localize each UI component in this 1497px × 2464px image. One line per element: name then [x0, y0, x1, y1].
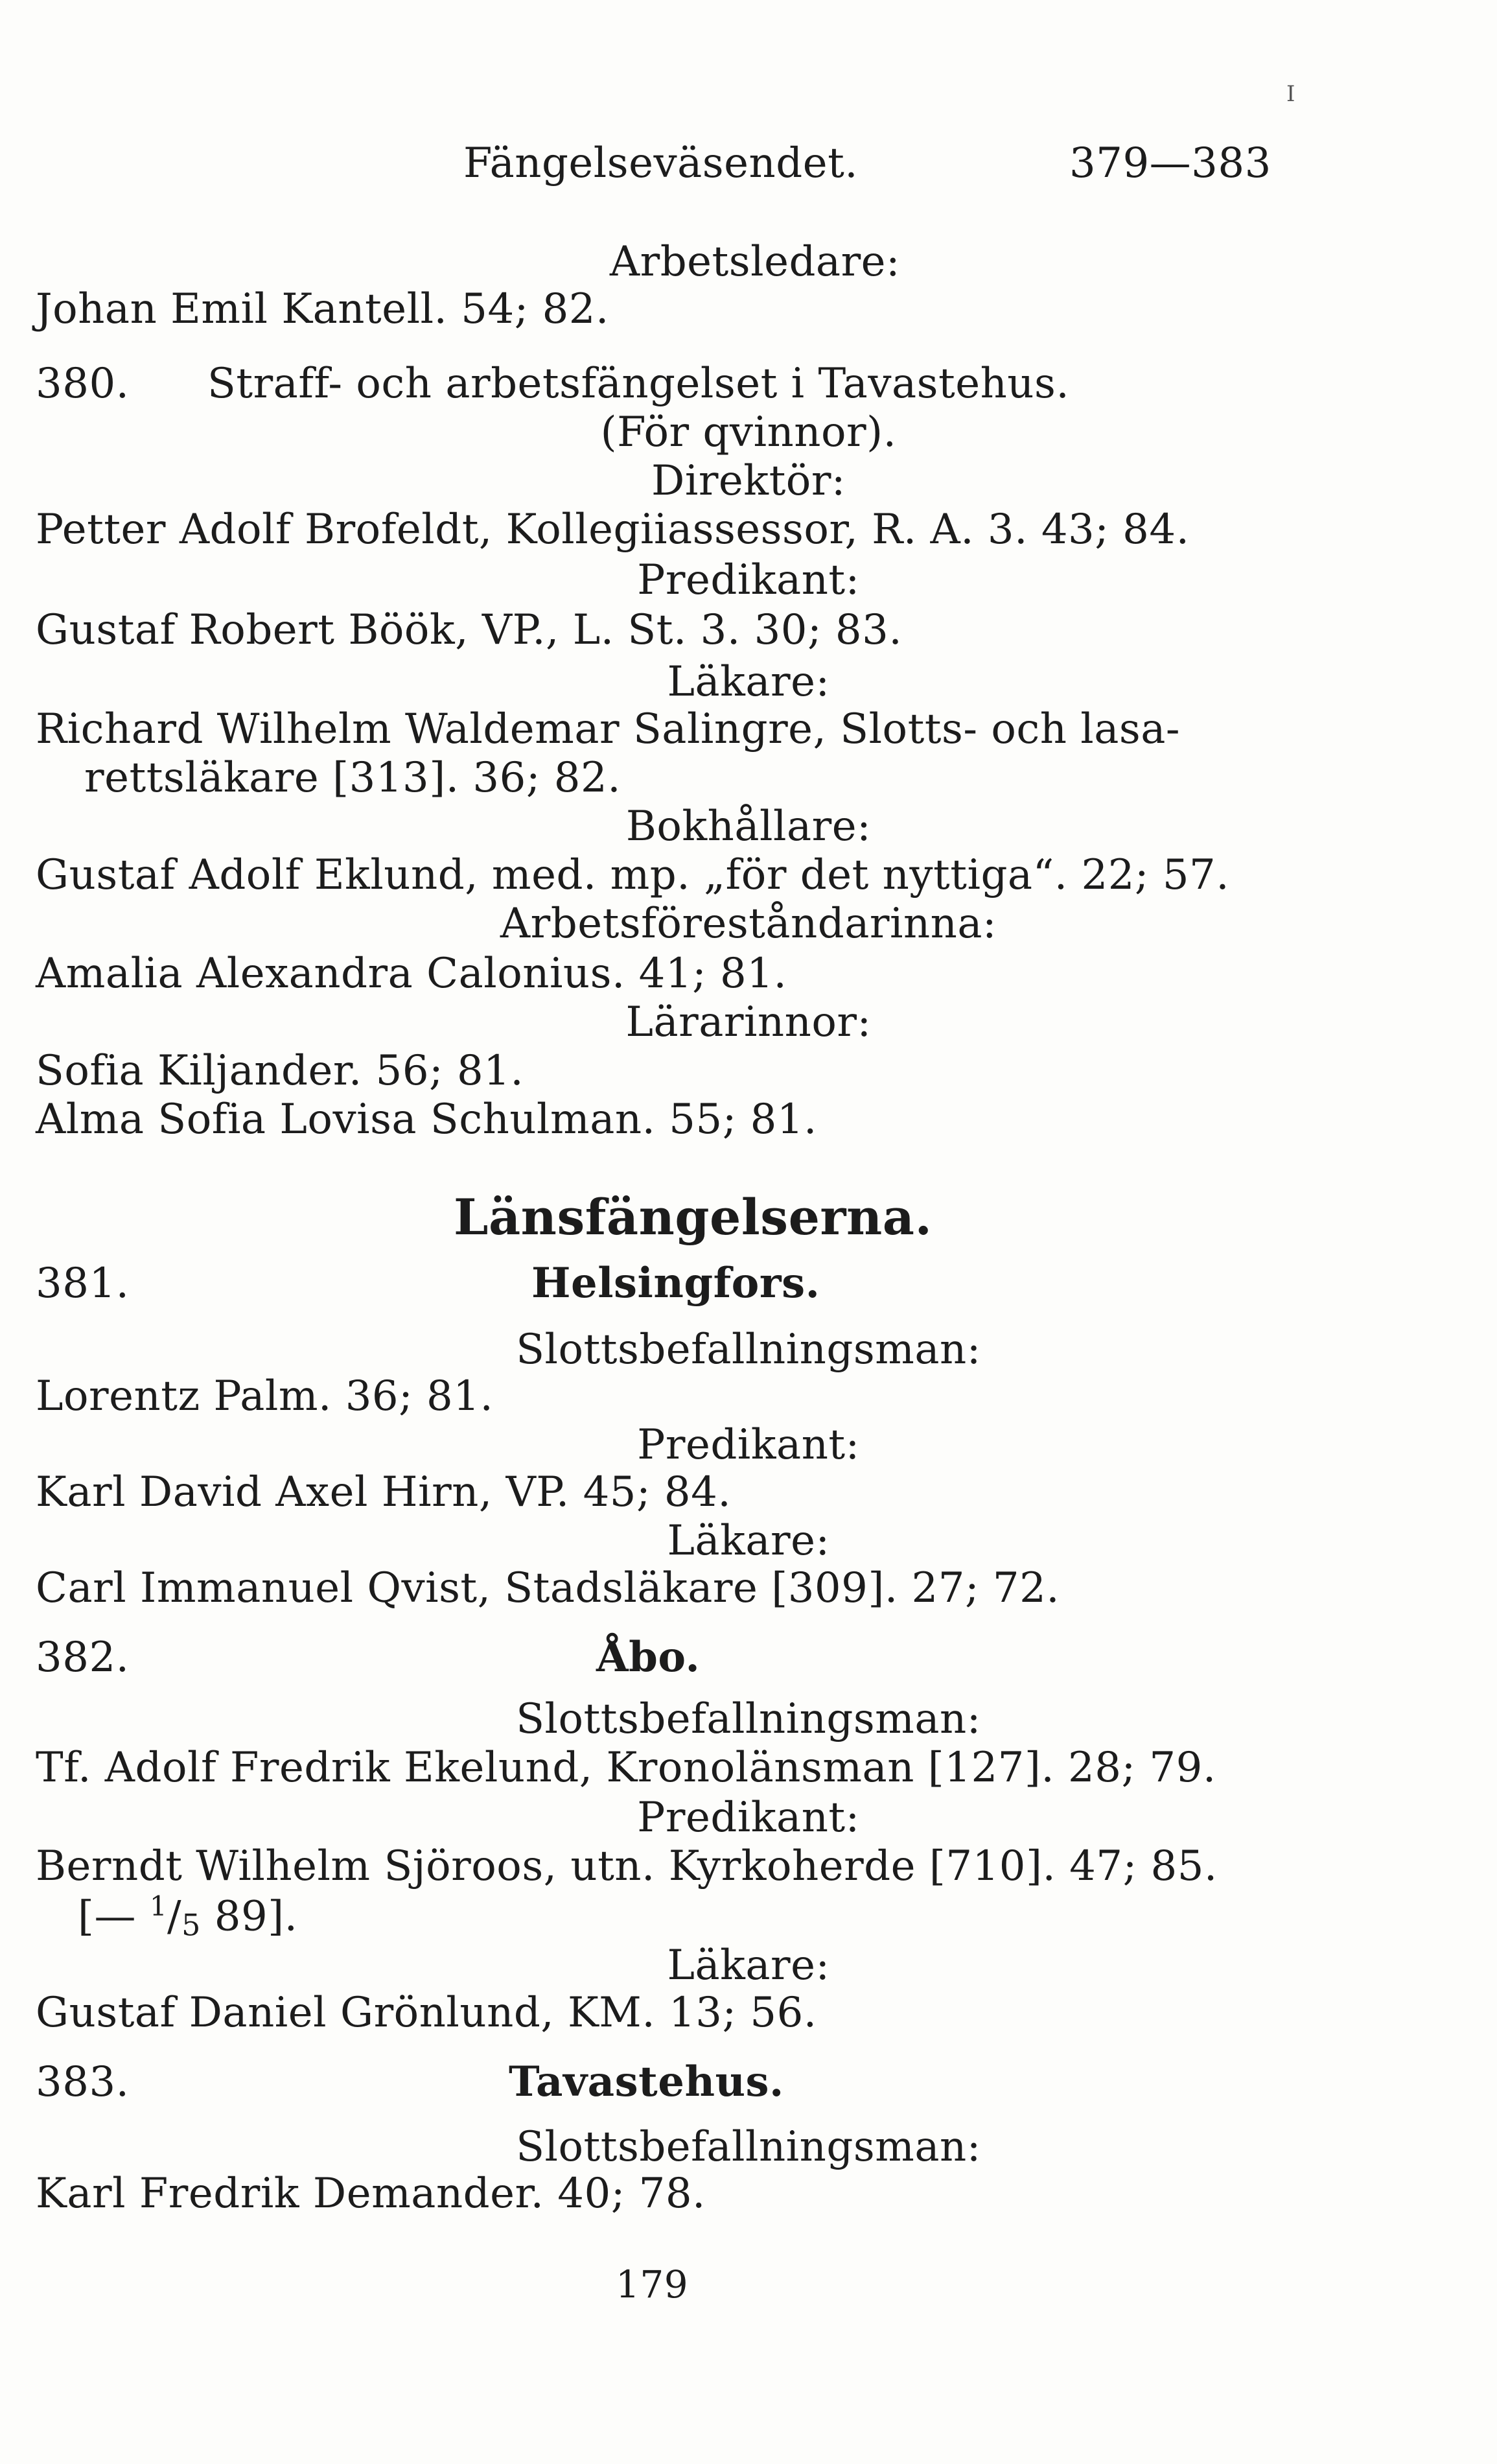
role-heading: Slottsbefallningsman: [516, 1326, 981, 1374]
person-entry: Johan Emil Kantell. 54; 82. [36, 285, 609, 333]
section-heading: Länsfängelserna. [454, 1188, 933, 1246]
role-heading: Arbetsföreståndarinna: [500, 900, 997, 948]
person-entry: Lorentz Palm. 36; 81. [36, 1372, 494, 1420]
running-header-range: 379—383 [1069, 139, 1271, 187]
institution-subtitle: (För qvinnor). [600, 408, 897, 456]
person-entry: Alma Sofia Lovisa Schulman. 55; 81. [36, 1096, 817, 1144]
role-heading: Slottsbefallningsman: [516, 2123, 981, 2171]
fraction-denominator: 5 [181, 1907, 201, 1943]
role-heading: Predikant: [637, 1421, 860, 1469]
entry-number: 383. [36, 2058, 130, 2106]
fraction-numerator: 1 [149, 1890, 168, 1922]
person-entry: Amalia Alexandra Calonius. 41; 81. [36, 950, 787, 998]
bracket-close: 89]. [200, 1892, 298, 1941]
person-entry: Gustaf Daniel Grönlund, KM. 13; 56. [36, 1989, 817, 2037]
entry-number: 380. [36, 360, 130, 408]
person-entry: Sofia Kiljander. 56; 81. [36, 1047, 524, 1095]
entry-number: 381. [36, 1260, 130, 1308]
role-heading: Läkare: [667, 1517, 830, 1565]
person-entry: Karl David Axel Hirn, VP. 45; 84. [36, 1468, 732, 1516]
place-title: Helsingfors. [531, 1259, 820, 1308]
fraction-separator: / [167, 1892, 182, 1941]
person-entry: Karl Fredrik Demander. 40; 78. [36, 2170, 706, 2218]
role-heading: Direktör: [651, 457, 846, 505]
person-entry: Berndt Wilhelm Sjöroos, utn. Kyrkoherde [710]. 47; 85. [36, 1842, 1218, 1890]
person-entry: Gustaf Robert Böök, VP., L. St. 3. 30; 83. [36, 606, 903, 654]
institution-title: Straff- och arbetsfängelset i Tavastehus. [207, 360, 1070, 408]
role-heading: Predikant: [637, 556, 860, 604]
person-entry: Tf. Adolf Fredrik Ekelund, Kronolänsman [127]. 28; 79. [36, 1744, 1216, 1792]
place-title: Tavastehus. [509, 2058, 784, 2106]
person-entry-continuation: rettsläkare [313]. 36; 82. [84, 754, 621, 802]
role-heading: Arbetsledare: [609, 238, 901, 286]
place-title: Åbo. [596, 1633, 701, 1682]
role-heading: Bokhållare: [625, 803, 872, 851]
person-entry-continuation [78, 1890, 298, 1943]
role-heading: Lärarinnor: [625, 998, 872, 1046]
entry-number: 382. [36, 1634, 130, 1682]
role-heading: Slottsbefallningsman: [516, 1695, 981, 1743]
role-heading: Läkare: [667, 658, 830, 706]
person-entry: Gustaf Adolf Eklund, med. mp. „för det nyttiga“. 22; 57. [36, 851, 1230, 899]
corner-mark: I [1286, 81, 1295, 107]
role-heading: Predikant: [637, 1794, 860, 1842]
page-number: 179 [616, 2262, 689, 2306]
person-entry: Carl Immanuel Qvist, Stadsläkare [309]. 27; 72. [36, 1564, 1060, 1612]
person-entry: Richard Wilhelm Waldemar Salingre, Slotts- och lasa- [36, 705, 1180, 753]
person-entry: Petter Adolf Brofeldt, Kollegiiassessor, R. A. 3. 43; 84. [36, 506, 1190, 554]
running-header-title: Fängelseväsendet. [463, 139, 859, 187]
bracket-open: [— [78, 1892, 150, 1941]
role-heading: Läkare: [667, 1942, 830, 1989]
